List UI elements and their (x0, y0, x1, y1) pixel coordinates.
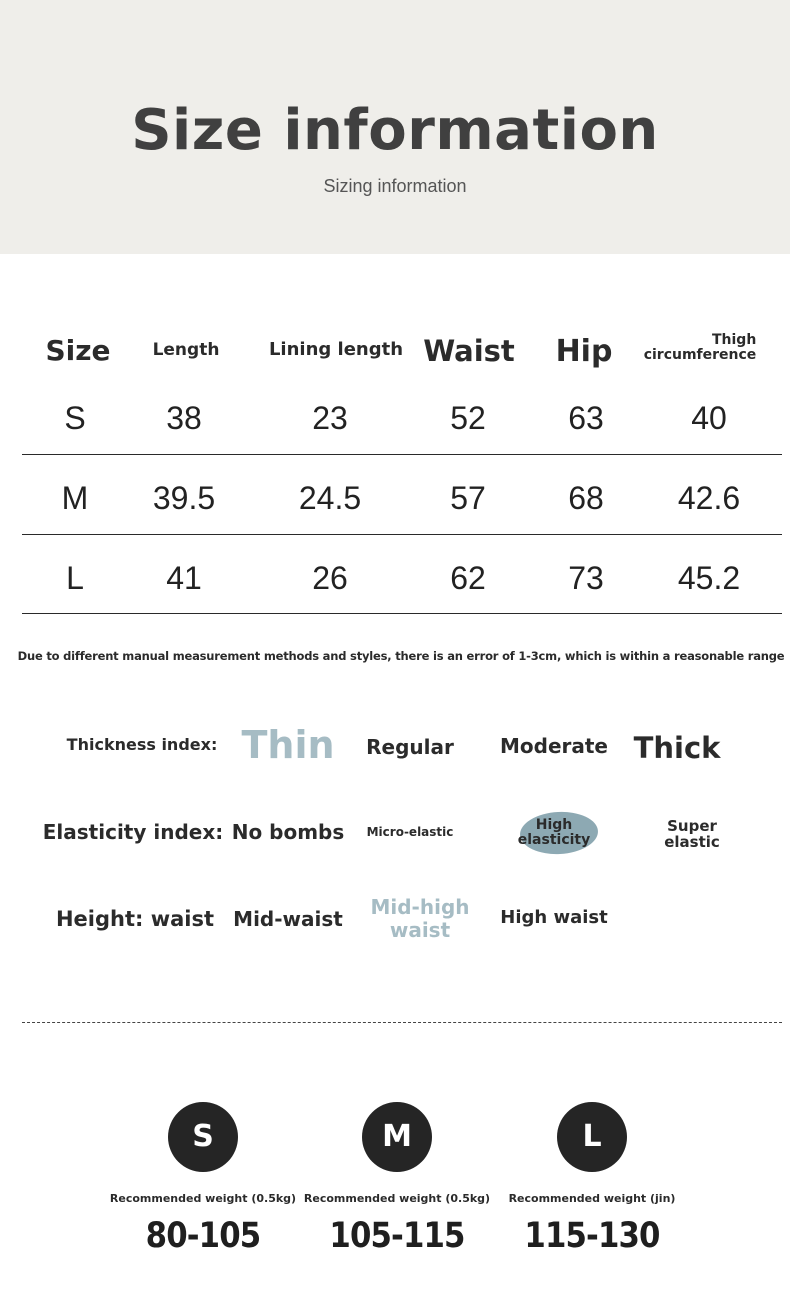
height-option-mid-waist: Mid-waist (233, 907, 343, 931)
height-option-high-waist: High waist (500, 907, 608, 928)
cell-s-length: 38 (166, 400, 202, 436)
cell-m-hip: 68 (568, 480, 604, 516)
recommended-weight-label-s: Recommended weight (0.5kg) (109, 1192, 297, 1205)
cell-m-size: M (61, 480, 89, 516)
thickness-option-moderate: Moderate (499, 734, 609, 758)
measurement-note: Due to different manual measurement methods and styles, there is an error of 1-3cm, which is within a reasonable range (17, 649, 785, 663)
recommended-weight-label-m: Recommended weight (0.5kg) (303, 1192, 491, 1205)
cell-m-lining-length: 24.5 (298, 480, 362, 516)
elasticity-option-super-line2: elastic (664, 833, 720, 851)
thickness-option-thin: Thin (241, 723, 335, 767)
weight-range-m: 105-115 (329, 1216, 465, 1256)
page-subtitle: Sizing information (323, 176, 467, 196)
thickness-option-thick: Thick (633, 731, 721, 765)
thickness-index-label: Thickness index: (66, 735, 218, 754)
cell-m-length: 39.5 (152, 480, 216, 516)
column-header-size: Size (45, 334, 111, 367)
page-title: Size information (131, 98, 659, 163)
column-header-thigh (644, 333, 757, 363)
table-row-divider (22, 613, 782, 614)
elasticity-option-super-elastic (664, 818, 720, 850)
thickness-option-regular: Regular (366, 735, 454, 759)
elasticity-option-high-elasticity (518, 818, 590, 848)
column-header-thigh-line1: Thigh (711, 332, 757, 348)
size-badge-m: M (362, 1102, 432, 1172)
column-header-length: Length (152, 340, 220, 360)
cell-l-size: L (66, 560, 84, 596)
recommended-weight-label-l: Recommended weight (jin) (508, 1192, 676, 1205)
table-row-divider (22, 454, 782, 455)
height-index-label: Height: waist (55, 907, 215, 931)
cell-s-lining-length: 23 (312, 400, 348, 436)
size-badge-s: S (168, 1102, 238, 1172)
cell-l-thigh: 45.2 (677, 560, 741, 596)
cell-m-thigh: 42.6 (677, 480, 741, 516)
cell-s-size: S (64, 400, 86, 436)
section-divider (22, 1022, 782, 1023)
elasticity-index-label: Elasticity index: (42, 820, 224, 844)
elasticity-option-super-line1: Super (667, 817, 717, 835)
column-header-thigh-line2: circumference (643, 347, 757, 363)
cell-l-length: 41 (166, 560, 202, 596)
column-header-waist: Waist (423, 334, 515, 368)
cell-s-thigh: 40 (691, 400, 727, 436)
height-option-mid-high-line1: Mid-high (370, 895, 470, 919)
height-option-mid-high-line2: waist (389, 918, 451, 942)
height-option-mid-high-waist (370, 896, 469, 942)
cell-m-waist: 57 (450, 480, 486, 516)
elasticity-option-no-bombs: No bombs (231, 820, 345, 844)
cell-s-hip: 63 (568, 400, 604, 436)
column-header-lining-length: Lining length (268, 339, 404, 360)
elasticity-option-high-line1: High (535, 817, 573, 833)
weight-range-l: 115-130 (524, 1216, 660, 1256)
cell-l-lining-length: 26 (312, 560, 348, 596)
size-badge-l: L (557, 1102, 627, 1172)
cell-l-hip: 73 (568, 560, 604, 596)
column-header-hip: Hip (555, 334, 613, 369)
elasticity-option-high-line2: elasticity (517, 832, 591, 848)
cell-s-waist: 52 (450, 400, 486, 436)
elasticity-option-micro-elastic: Micro-elastic (366, 825, 454, 839)
table-row-divider (22, 534, 782, 535)
cell-l-waist: 62 (450, 560, 486, 596)
weight-range-s: 80-105 (145, 1216, 261, 1256)
